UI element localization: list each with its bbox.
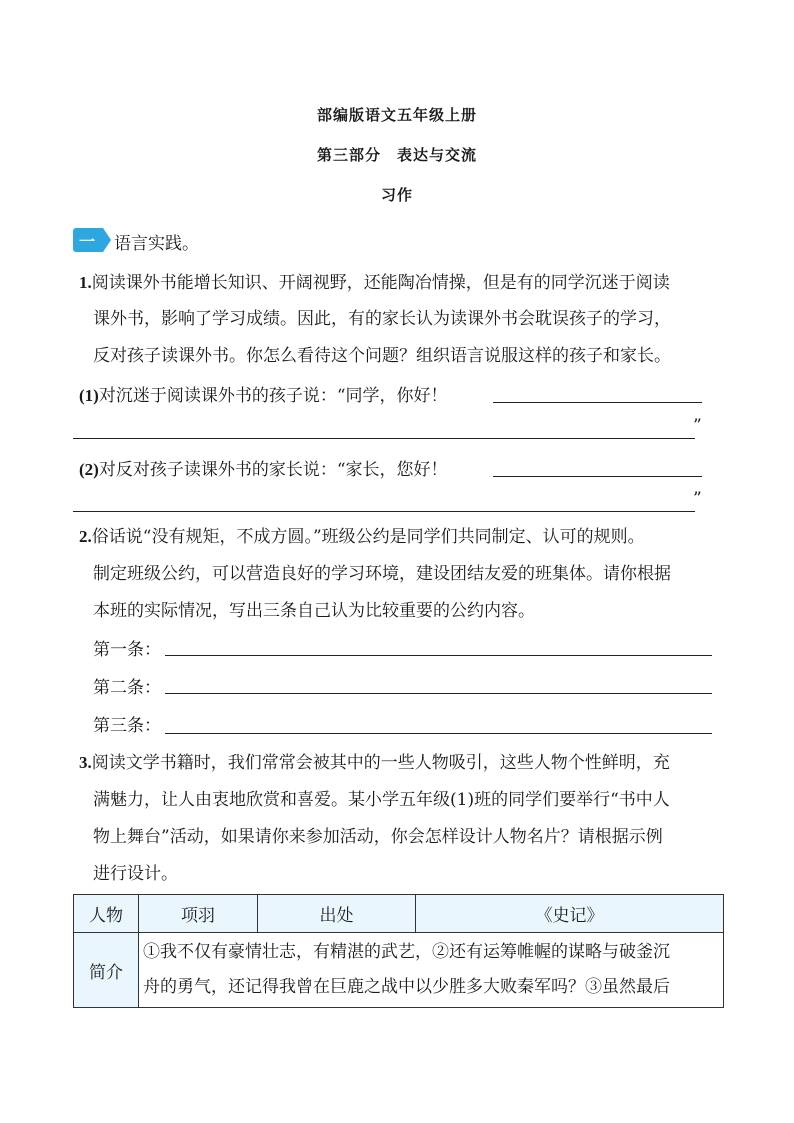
q3-line-2: 满魅力，让人由衷地欣赏和喜爱。某小学五年级(1)班的同学们要举行“书中人 (93, 790, 670, 810)
table-header-row (74, 895, 724, 933)
q1-sub2-answer-line-1[interactable] (493, 476, 702, 477)
cell-source-value: 《史记》 (416, 895, 724, 933)
q1-sub1-answer-line-2[interactable] (73, 438, 695, 439)
q1-line-2: 课外书，影响了学习成绩。因此，有的家长认为读课外书会耽误孩子的学习， (93, 309, 671, 329)
part-badge (73, 228, 103, 252)
q2-item-3-line[interactable] (165, 733, 712, 734)
cell-person-label: 人物 (74, 895, 139, 933)
table-intro-row (74, 933, 724, 1008)
part-label: 语言实践。 (114, 234, 199, 254)
q1-line-1: 1.阅读课外书能增长知识、开阔视野，还能陶冶情操，但是有的同学沉迷于阅读 (79, 273, 670, 293)
q1-number: 1. (79, 273, 92, 292)
topic-title: 习作 (380, 186, 413, 204)
q1-sub2-close-quote: ” (693, 489, 702, 509)
q2-item-1-label: 第一条： (93, 640, 161, 660)
q3-number: 3. (79, 753, 92, 772)
q3-line-3: 物上舞台”活动，如果请你来参加活动，你会怎样设计人物名片？请根据示例 (93, 827, 663, 847)
q3-line-1: 3.阅读文学书籍时，我们常常会被其中的一些人物吸引，这些人物个性鲜明，充 (79, 753, 670, 773)
cell-person-value: 项羽 (139, 895, 258, 933)
q2-line-3: 本班的实际情况，写出三条自己认为比较重要的公约内容。 (93, 601, 535, 621)
q2-item-3-label: 第三条： (93, 716, 161, 736)
q1-sub2-answer-line-2[interactable] (73, 511, 695, 512)
q2-number: 2. (79, 527, 92, 546)
part-badge-text: 一 (79, 232, 96, 251)
cell-source-label: 出处 (258, 895, 416, 933)
q1-sub2: (2)对反对孩子读课外书的家长说：“家长，您好！ (79, 460, 448, 480)
cell-intro-text: ①我不仅有豪情壮志，有精湛的武艺，②还有运筹帷幄的谋略与破釜沉 舟的勇气，还记得我曾在巨鹿之战中以少胜多大败秦军吗？③虽然最后 (139, 933, 724, 1008)
section-title: 第三部分 表达与交流 (316, 146, 477, 164)
q1-line-3: 反对孩子读课外书。你怎么看待这个问题？组织语言说服这样的孩子和家长。 (93, 346, 671, 366)
q1-sub1-answer-line-1[interactable] (493, 402, 702, 403)
q2-line-1: 2.俗话说“没有规矩，不成方圆。”班级公约是同学们共同制定、认可的规则。 (79, 527, 645, 547)
q3-line-4: 进行设计。 (93, 864, 178, 884)
q1-sub1-close-quote: ” (693, 416, 702, 436)
q2-item-2-label: 第二条： (93, 678, 161, 698)
book-title: 部编版语文五年级上册 (316, 106, 477, 124)
q2-item-2-line[interactable] (165, 693, 712, 694)
character-card-table (73, 894, 724, 1008)
q2-item-1-line[interactable] (165, 655, 712, 656)
cell-intro-label: 简介 (74, 933, 139, 1008)
q2-line-2: 制定班级公约，可以营造良好的学习环境，建设团结友爱的班集体。请你根据 (93, 564, 671, 584)
q1-sub1: (1)对沉迷于阅读课外书的孩子说：“同学，你好！ (79, 386, 448, 406)
